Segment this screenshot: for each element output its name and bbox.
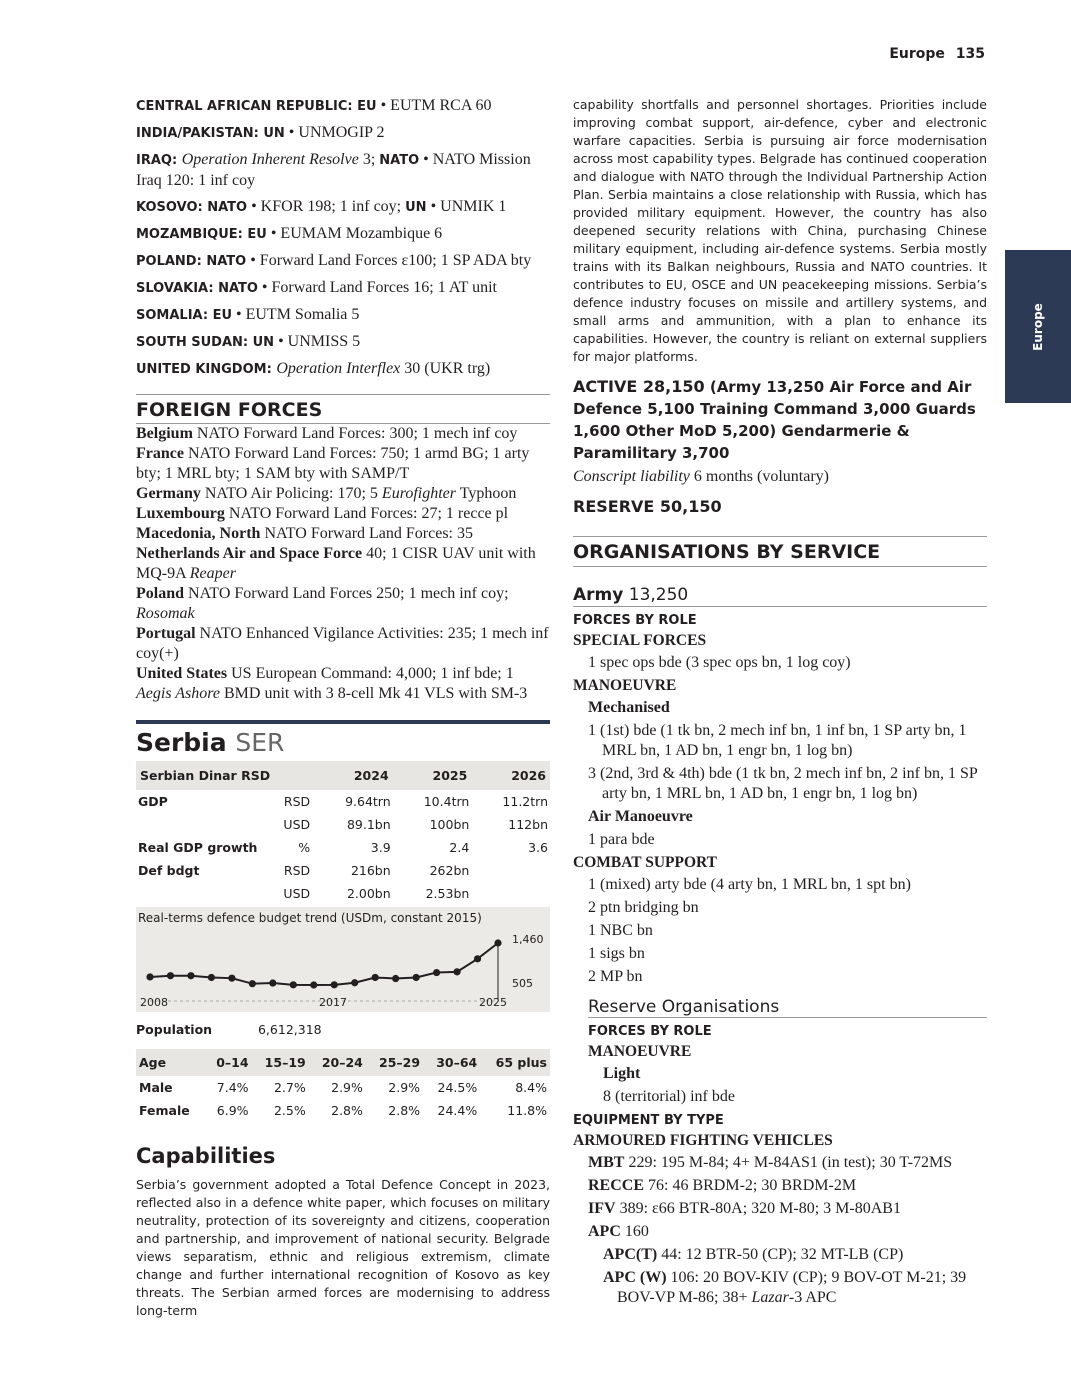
econ-cell: RSD bbox=[283, 863, 311, 878]
side-tab[interactable] bbox=[1005, 250, 1071, 403]
age-cell: 6.9% bbox=[216, 1103, 249, 1118]
foreign-force-entry bbox=[136, 524, 550, 544]
air-manoeuvre-heading: Air Manoeuvre bbox=[588, 808, 693, 825]
chart-title: Real-terms defence budget trend (USDm, constant 2015) bbox=[138, 911, 482, 925]
foreign-forces-heading: FOREIGN FORCES bbox=[136, 394, 550, 424]
page-number: 135 bbox=[955, 46, 985, 62]
army-name: Army bbox=[573, 585, 624, 605]
capabilities-text-left: Serbia’s government adopted a Total Defence Concept in 2023, reflected also in a defence white paper, which focuses on military neutrality, protection of its sovereignty and citizens, cooperation and partnership, and improvement of national security. Belgrade views separatism, ethnic and religious extremism, climate change and further international recognition of Kosovo as key threats. The Serbian armed forces are modernising to address long-term bbox=[136, 1177, 550, 1318]
deployments-list bbox=[136, 96, 550, 380]
x-label-start: 2008 bbox=[140, 996, 168, 1009]
age-header-cell: 30–64 bbox=[423, 1049, 480, 1076]
data-point bbox=[351, 979, 358, 986]
data-point bbox=[167, 972, 174, 979]
army-heading bbox=[573, 585, 987, 607]
foreign-force-entry bbox=[136, 624, 550, 664]
equipment-detail: 76: 46 BRDM-2; 30 BRDM-2M bbox=[644, 1177, 857, 1194]
deployment-entry bbox=[136, 150, 550, 191]
econ-cell: GDP bbox=[138, 794, 168, 809]
deployment-text: • Forward Land Forces ε100; 1 SP ADA bty bbox=[246, 252, 532, 269]
equipment-detail: 106: 20 BOV-KIV (CP); 9 BOV-OT M-21; 39 BOV-VP M-86; 38+ Lazar-3 APC bbox=[617, 1269, 967, 1306]
age-header-cell: Age bbox=[136, 1049, 205, 1076]
equipment-type: IFV bbox=[588, 1200, 616, 1217]
equipment-heading: EQUIPMENT BY TYPE bbox=[573, 1113, 724, 1128]
deployment-country: IRAQ: bbox=[136, 153, 182, 168]
deployment-entry bbox=[136, 224, 550, 245]
age-cell: 24.4% bbox=[437, 1103, 478, 1118]
foreign-force-country: Poland bbox=[136, 585, 185, 602]
table-row bbox=[136, 836, 550, 859]
equipment-type: RECCE bbox=[588, 1177, 645, 1194]
age-cell: 2.7% bbox=[273, 1080, 306, 1095]
deployment-text: Operation Inherent Resolve 3; NATO • NATO Mission Iraq 120: 1 inf coy bbox=[136, 151, 531, 189]
age-cell: 2.9% bbox=[388, 1080, 421, 1095]
econ-cell: RSD bbox=[283, 794, 311, 809]
age-cell: 11.8% bbox=[507, 1103, 547, 1118]
y-label-min: 505 bbox=[512, 977, 533, 990]
data-point bbox=[474, 955, 481, 962]
deployment-country: POLAND: bbox=[136, 254, 207, 269]
list-item: 8 (territorial) inf bde bbox=[603, 1088, 735, 1105]
foreign-force-text: NATO Forward Land Forces: 35 bbox=[260, 525, 473, 542]
equipment-detail: 44: 12 BTR-50 (CP); 32 MT-LB (CP) bbox=[657, 1246, 904, 1263]
data-point bbox=[433, 969, 440, 976]
table-row bbox=[136, 813, 550, 836]
deployment-country: INDIA/PAKISTAN: bbox=[136, 126, 264, 141]
foreign-force-entry bbox=[136, 484, 550, 504]
x-label-end: 2025 bbox=[479, 996, 507, 1009]
equipment-entry bbox=[573, 1153, 987, 1173]
equipment-detail: 160 bbox=[620, 1223, 649, 1240]
table-row bbox=[136, 790, 550, 813]
age-cell: 8.4% bbox=[515, 1080, 547, 1095]
list-item: 1 (mixed) arty bde (4 arty bn, 1 MRL bn, 1 spt bn) bbox=[588, 876, 911, 893]
foreign-force-text: NATO Enhanced Vigilance Activities: 235; 1 mech inf coy(+) bbox=[136, 625, 549, 662]
foreign-force-text: NATO Forward Land Forces: 750; 1 armd BG; 1 arty bty; 1 MRL bty; 1 SAM bty with SAMP/T bbox=[136, 445, 530, 482]
foreign-force-entry bbox=[136, 504, 550, 524]
deployment-country: MOZAMBIQUE: bbox=[136, 227, 248, 242]
econ-header-cell bbox=[277, 761, 318, 790]
foreign-force-country: Portugal bbox=[136, 625, 196, 642]
light-heading: Light bbox=[603, 1065, 641, 1082]
series-line bbox=[150, 943, 498, 985]
age-cell: 2.9% bbox=[331, 1080, 363, 1095]
foreign-force-text: US European Command: 4,000; 1 inf bde; 1 Aegis Ashore BMD unit with 3 8-cell Mk 41 VLS with SM-3 bbox=[136, 665, 528, 702]
foreign-force-country: Belgium bbox=[136, 425, 193, 442]
data-point bbox=[372, 974, 379, 981]
deployment-entry bbox=[136, 197, 550, 218]
equipment-entry bbox=[573, 1176, 987, 1196]
forces-by-role: FORCES BY ROLE bbox=[573, 613, 697, 628]
age-header-cell: 20–24 bbox=[309, 1049, 366, 1076]
country-title bbox=[136, 720, 550, 757]
equipment-type: APC (W) bbox=[603, 1269, 667, 1286]
conscript-liability bbox=[573, 468, 987, 486]
econ-cell: 9.64trn bbox=[345, 794, 391, 809]
equipment-entry bbox=[573, 1268, 987, 1308]
deployment-country: CENTRAL AFRICAN REPUBLIC: bbox=[136, 99, 358, 114]
foreign-force-entry bbox=[136, 424, 550, 444]
deployment-text: • EUTM RCA 60 bbox=[376, 97, 492, 114]
list-item: 2 MP bn bbox=[588, 968, 643, 985]
econ-cell: 112bn bbox=[508, 817, 548, 832]
econ-header-cell: 2025 bbox=[393, 761, 472, 790]
equipment-entry bbox=[573, 1222, 987, 1242]
deployment-org: UN bbox=[252, 335, 275, 350]
econ-cell: 3.6 bbox=[528, 840, 548, 855]
side-tab-label: Europe bbox=[1031, 302, 1045, 351]
deployment-entry bbox=[136, 278, 550, 299]
data-point bbox=[392, 975, 399, 982]
econ-cell: 2.53bn bbox=[425, 886, 470, 901]
econ-header-cell: Serbian Dinar RSD bbox=[136, 761, 277, 790]
foreign-force-country: France bbox=[136, 445, 184, 462]
foreign-forces-list bbox=[136, 424, 550, 704]
deployment-country: UNITED KINGDOM: bbox=[136, 362, 277, 377]
age-header-cell: 25–29 bbox=[366, 1049, 423, 1076]
deployment-entry bbox=[136, 251, 550, 272]
reserve-manoeuvre: MANOEUVRE bbox=[588, 1043, 692, 1060]
foreign-force-country: Netherlands Air and Space Force bbox=[136, 545, 363, 562]
data-point bbox=[249, 980, 256, 987]
table-row bbox=[136, 1099, 550, 1122]
deployment-country: SOMALIA: bbox=[136, 308, 213, 323]
data-point bbox=[269, 979, 276, 986]
list-item: 1 sigs bn bbox=[588, 945, 645, 962]
country-code: SER bbox=[235, 728, 285, 757]
age-table bbox=[136, 1049, 550, 1122]
age-cell: 2.8% bbox=[331, 1103, 363, 1118]
list-item: 1 NBC bn bbox=[588, 922, 653, 939]
foreign-force-entry bbox=[136, 664, 550, 704]
deployment-text: • UNMISS 5 bbox=[274, 333, 361, 350]
deployment-text: NATO • KFOR 198; 1 inf coy; UN • UNMIK 1 bbox=[207, 198, 507, 215]
special-forces-heading: SPECIAL FORCES bbox=[573, 632, 707, 649]
data-point bbox=[310, 981, 317, 988]
y-label-max: 1,460 bbox=[512, 933, 544, 946]
list-item: 2 ptn bridging bn bbox=[588, 899, 699, 916]
foreign-force-entry bbox=[136, 444, 550, 484]
x-label-mid: 2017 bbox=[319, 996, 347, 1009]
econ-cell: USD bbox=[283, 886, 311, 901]
deployment-org: EU bbox=[212, 308, 232, 323]
equipment-type: APC(T) bbox=[603, 1246, 658, 1263]
age-cell: 7.4% bbox=[216, 1080, 249, 1095]
econ-cell: 216bn bbox=[350, 863, 391, 878]
reserve-strength: RESERVE 50,150 bbox=[573, 497, 722, 516]
data-point bbox=[146, 973, 153, 980]
deployment-entry bbox=[136, 96, 550, 117]
deployment-country: SOUTH SUDAN: bbox=[136, 335, 253, 350]
econ-cell: 89.1bn bbox=[346, 817, 391, 832]
left-column bbox=[136, 96, 550, 1320]
data-point bbox=[413, 974, 420, 981]
foreign-force-text: NATO Air Policing: 170; 5 Eurofighter Typhoon bbox=[200, 485, 517, 502]
foreign-force-text: NATO Forward Land Forces 250; 1 mech inf coy; Rosomak bbox=[136, 585, 509, 622]
list-item: 1 spec ops bde (3 spec ops bn, 1 log coy) bbox=[588, 654, 851, 671]
equipment-type: APC bbox=[588, 1223, 621, 1240]
deployment-org: EU bbox=[247, 227, 267, 242]
country-name: Serbia bbox=[136, 728, 227, 757]
econ-cell bbox=[471, 882, 550, 905]
budget-trend-chart bbox=[136, 907, 550, 1012]
conscript-label: Conscript liability bbox=[573, 468, 690, 485]
age-header-cell: 15–19 bbox=[252, 1049, 309, 1076]
deployment-text: • EUTM Somalia 5 bbox=[232, 306, 360, 323]
foreign-force-country: Germany bbox=[136, 485, 201, 502]
econ-cell: Real GDP growth bbox=[138, 840, 258, 855]
econ-cell: 2.4 bbox=[449, 840, 470, 855]
population-value: 6,612,318 bbox=[257, 1022, 322, 1037]
manoeuvre-heading: MANOEUVRE bbox=[573, 677, 677, 694]
equipment-list bbox=[573, 1153, 987, 1308]
deployment-country: KOSOVO: bbox=[136, 200, 208, 215]
econ-cell: % bbox=[298, 840, 311, 855]
foreign-force-country: United States bbox=[136, 665, 228, 682]
foreign-force-country: Macedonia, North bbox=[136, 525, 261, 542]
econ-cell bbox=[471, 859, 550, 882]
table-row bbox=[136, 1076, 550, 1099]
list-item: 3 (2nd, 3rd & 4th) bde (1 tk bn, 2 mech inf bn, 2 inf bn, 1 SP arty bn, 1 MRL bn, 1 AD bn, 1 engr bn, 1 log bn) bbox=[588, 765, 978, 802]
data-point bbox=[228, 975, 235, 982]
econ-header-row bbox=[136, 761, 550, 790]
data-point bbox=[208, 974, 215, 981]
equipment-entry bbox=[573, 1199, 987, 1219]
age-cell: 24.5% bbox=[437, 1080, 478, 1095]
age-header-row bbox=[136, 1049, 550, 1076]
age-cell: 2.8% bbox=[388, 1103, 421, 1118]
deployment-org: NATO bbox=[218, 281, 258, 296]
econ-cell: 100bn bbox=[429, 817, 470, 832]
data-point bbox=[494, 939, 501, 946]
age-cell: 2.5% bbox=[273, 1103, 306, 1118]
running-head-section: Europe bbox=[889, 46, 945, 62]
equipment-type: MBT bbox=[588, 1154, 625, 1171]
capabilities-text-right: capability shortfalls and personnel shortages. Priorities include improving combat support, air-defence, cyber and electronic warfare capacities. Serbia is pursuing air force modernisation across most capability types. Belgrade has continued cooperation and dialogue with NATO through the Individual Partnership Action Plan. Serbia maintains a close relationship with Russia, which has provided military equipment. However, the country has also deepened security relations with China, purchasing Chinese military equipment, including air-defence systems. Serbia mostly trains with its Balkan neighbours, Russia and NATO countries. It contributes to EU, OSCE and UN peacekeeping missions. Serbia’s defence industry focuses on missile and artillery systems, and small arms and ammunition, with a plan to enhance its capabilities. However, the country is reliant on external suppliers for major platforms. bbox=[573, 97, 987, 364]
foreign-force-entry bbox=[136, 544, 550, 584]
deployment-country: SLOVAKIA: bbox=[136, 281, 219, 296]
age-cell: Male bbox=[139, 1080, 173, 1095]
econ-cell bbox=[136, 882, 277, 905]
econ-cell: 2.00bn bbox=[346, 886, 391, 901]
foreign-force-text: NATO Forward Land Forces: 27; 1 recce pl bbox=[224, 505, 509, 522]
econ-cell bbox=[136, 813, 277, 836]
list-item: 1 para bde bbox=[588, 831, 655, 848]
equipment-entry bbox=[573, 1245, 987, 1265]
foreign-force-country: Luxembourg bbox=[136, 505, 225, 522]
active-detail: (Army 13,250 Air Force and Air Defence 5,100 Training Command 3,000 Guards 1,600 Other MoD 5,200) Gendarmerie & Paramilitary 3,700 bbox=[573, 378, 976, 462]
age-header-cell: 0–14 bbox=[205, 1049, 252, 1076]
active-label: ACTIVE 28,150 bbox=[573, 377, 705, 396]
economic-table bbox=[136, 761, 550, 905]
table-row bbox=[136, 859, 550, 882]
age-header-cell: 65 plus bbox=[480, 1049, 550, 1076]
deployment-text: • UNMOGIP 2 bbox=[284, 124, 385, 141]
econ-header-cell: 2026 bbox=[471, 761, 550, 790]
conscript-value: 6 months (voluntary) bbox=[689, 468, 829, 485]
mechanised-heading: Mechanised bbox=[588, 699, 670, 716]
data-point bbox=[453, 968, 460, 975]
reserve-forces-by-role: FORCES BY ROLE bbox=[588, 1024, 712, 1039]
deployment-org: NATO bbox=[206, 254, 247, 269]
econ-cell: 262bn bbox=[429, 863, 470, 878]
deployment-text: • EUMAM Mozambique 6 bbox=[266, 225, 443, 242]
econ-cell: USD bbox=[283, 817, 311, 832]
capabilities-heading: Capabilities bbox=[136, 1144, 276, 1168]
active-strength bbox=[573, 376, 987, 464]
data-point bbox=[331, 981, 338, 988]
afv-heading: ARMOURED FIGHTING VEHICLES bbox=[573, 1132, 833, 1149]
data-point bbox=[187, 972, 194, 979]
equipment-detail: 389: ε66 BTR-80A; 320 M-80; 3 M-80AB1 bbox=[615, 1200, 901, 1217]
econ-header-cell: 2024 bbox=[318, 761, 393, 790]
table-row bbox=[136, 882, 550, 905]
deployment-entry bbox=[136, 359, 550, 380]
deployment-org: EU bbox=[357, 99, 377, 114]
deployment-entry bbox=[136, 305, 550, 326]
foreign-force-text: NATO Forward Land Forces: 300; 1 mech inf coy bbox=[192, 425, 518, 442]
econ-cell: 11.2trn bbox=[502, 794, 548, 809]
list-item: 1 (1st) bde (1 tk bn, 2 mech inf bn, 1 inf bn, 1 SP arty bn, 1 MRL bn, 1 AD bn, 1 engr bn, 1 log bn) bbox=[588, 722, 967, 759]
econ-cell: 10.4trn bbox=[423, 794, 470, 809]
econ-cell: 3.9 bbox=[370, 840, 391, 855]
data-point bbox=[290, 981, 297, 988]
deployment-org: UN bbox=[263, 126, 285, 141]
deployment-entry bbox=[136, 332, 550, 353]
army-strength: 13,250 bbox=[623, 585, 689, 605]
organisations-heading: ORGANISATIONS BY SERVICE bbox=[573, 536, 987, 567]
foreign-force-text: 40; 1 CISR UAV unit with MQ-9A Reaper bbox=[136, 545, 536, 582]
reserve-organisations-heading: Reserve Organisations bbox=[588, 997, 987, 1018]
combat-support-heading: COMBAT SUPPORT bbox=[573, 854, 717, 871]
running-head bbox=[883, 46, 985, 62]
population-row bbox=[136, 1022, 550, 1037]
deployment-entry bbox=[136, 123, 550, 144]
equipment-detail: 229: 195 M-84; 4+ M-84AS1 (in test); 30 T-72MS bbox=[624, 1154, 953, 1171]
right-column bbox=[573, 96, 987, 1308]
population-label: Population bbox=[136, 1022, 213, 1037]
foreign-force-entry bbox=[136, 584, 550, 624]
deployment-text: • Forward Land Forces 16; 1 AT unit bbox=[257, 279, 497, 296]
econ-cell: Def bdgt bbox=[138, 863, 200, 878]
age-cell: Female bbox=[139, 1103, 190, 1118]
deployment-text: Operation Interflex 30 (UKR trg) bbox=[276, 360, 491, 377]
